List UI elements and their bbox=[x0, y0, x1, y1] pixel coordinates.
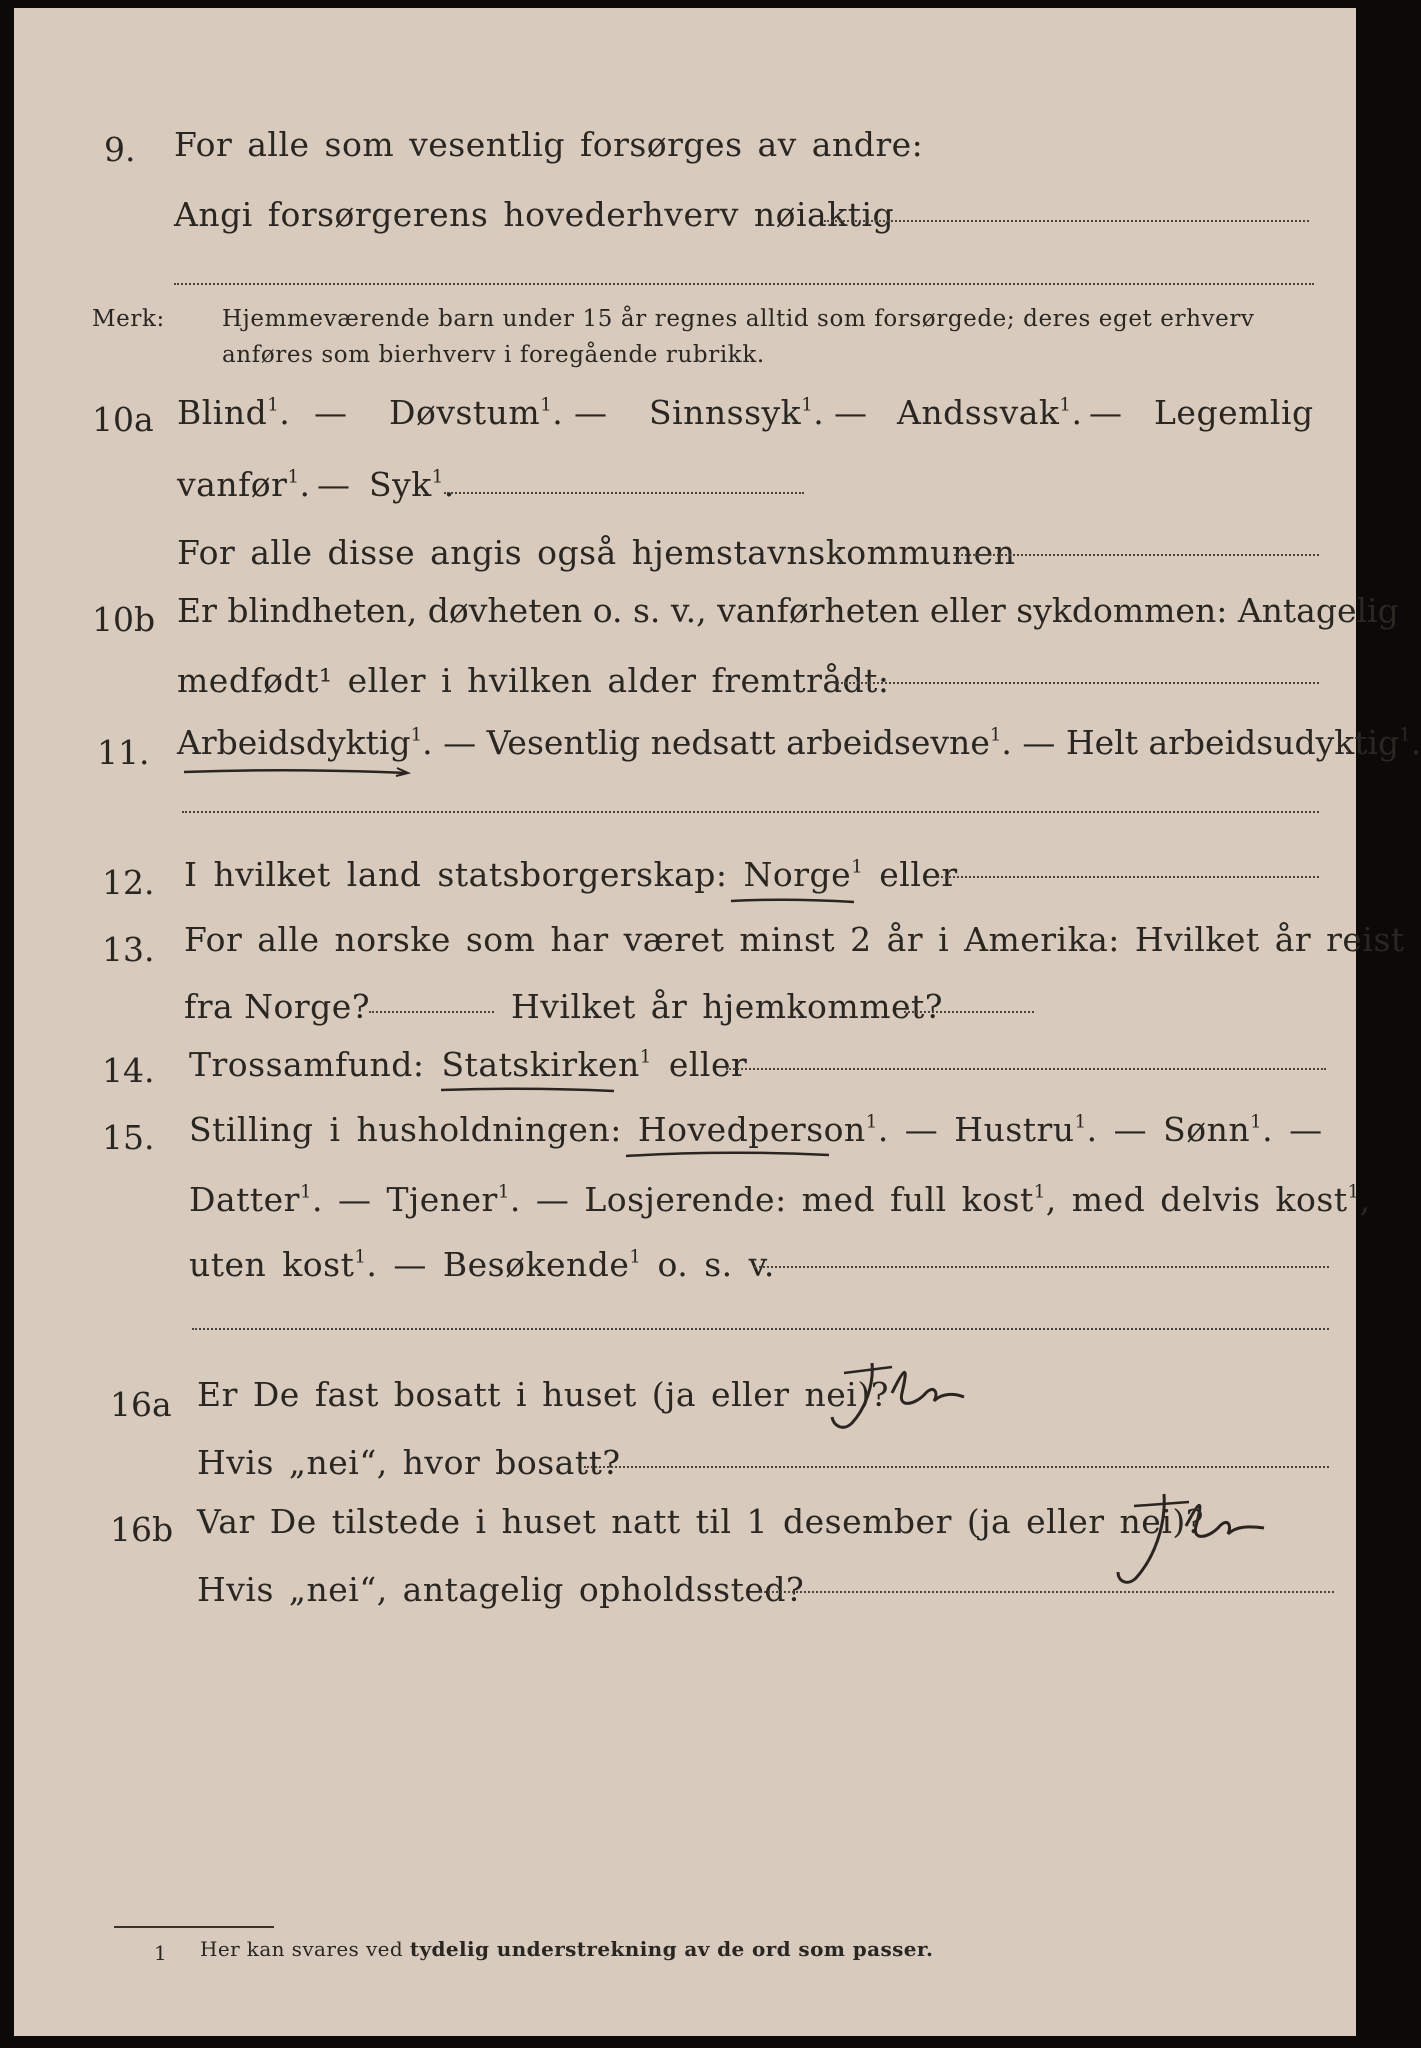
dash: — bbox=[317, 465, 351, 504]
option-arbeidsdyktig: Arbeidsdyktig bbox=[177, 723, 411, 762]
q13-line2a: fra Norge? bbox=[184, 987, 371, 1026]
q9-line1: For alle som vesentlig forsørges av andre: bbox=[174, 125, 924, 164]
option-blind[interactable]: Blind$^1$. bbox=[177, 393, 291, 432]
option-andssvak[interactable]: Andssvak$^1$. bbox=[897, 393, 1083, 432]
q14-answer-line[interactable] bbox=[726, 1068, 1326, 1070]
q16a-line2: Hvis „nei“, hvor bosatt? bbox=[197, 1443, 621, 1482]
item-number-14: 14. bbox=[102, 1051, 155, 1090]
form-sheet bbox=[14, 8, 1421, 2036]
q10a-answer-line[interactable] bbox=[444, 492, 804, 494]
q12-answer-line[interactable] bbox=[929, 876, 1319, 878]
q13-line2b: Hvilket år hjemkommet? bbox=[511, 987, 943, 1026]
item-number-16b: 16b bbox=[110, 1510, 174, 1549]
q9-answer-line[interactable] bbox=[824, 220, 1309, 222]
note-label: Merk: bbox=[92, 306, 165, 332]
item-number-16a: 16a bbox=[110, 1385, 172, 1424]
dash: — bbox=[1089, 393, 1123, 432]
q11-answer-line[interactable] bbox=[182, 811, 1319, 813]
q12-text: I hvilket land statsborgerskap: Norge$^1$ eller bbox=[184, 855, 958, 894]
dash: — bbox=[834, 393, 868, 432]
q9-answer-line-2[interactable] bbox=[174, 283, 1314, 285]
handwritten-answer-16b bbox=[1104, 1486, 1284, 1596]
q16b-line1: Var De tilstede i huset natt til 1 desember (ja eller nei)? bbox=[197, 1502, 1204, 1541]
option-norge[interactable]: Norge bbox=[743, 855, 852, 894]
option-statskirken[interactable]: Statskirken bbox=[441, 1045, 640, 1084]
dash: — bbox=[574, 393, 608, 432]
q13-line1: For alle norske som har været minst 2 år i Amerika: Hvilket år reist bbox=[184, 920, 1405, 959]
q9-line2: Angi forsørgerens hovederhverv nøiaktig bbox=[174, 195, 895, 234]
q15-line1: Stilling i husholdningen: Hovedperson$^1$. — Hustru$^1$. — Sønn$^1$. — bbox=[189, 1110, 1323, 1149]
item-number-9: 9. bbox=[104, 130, 136, 169]
option-dovstum[interactable]: Døvstum$^1$. bbox=[389, 393, 564, 432]
handwritten-underline-norge bbox=[729, 896, 859, 906]
q13-hjemkommet-line[interactable] bbox=[904, 1011, 1034, 1013]
handwritten-underline-hovedperson bbox=[624, 1148, 834, 1160]
note-line2: anføres som bierhverv i foregående rubrikk. bbox=[222, 342, 765, 368]
item-number-15: 15. bbox=[102, 1118, 155, 1157]
q16a-line1: Er De fast bosatt i huset (ja eller nei)? bbox=[197, 1375, 889, 1414]
q15-line2: Datter$^1$. — Tjener$^1$. — Losjerende: med full kost$^1$, med delvis kost$^1$, bbox=[189, 1180, 1371, 1219]
q14-text: Trossamfund: Statskirken$^1$ eller bbox=[189, 1045, 748, 1084]
q15-answer-line-2[interactable] bbox=[192, 1328, 1329, 1330]
q11-options[interactable]: Arbeidsdyktig$^1$. — Vesentlig nedsatt arbeidsevne$^1$. — Helt arbeidsudyktig$^1$. bbox=[177, 723, 1421, 762]
item-number-10a: 10a bbox=[92, 400, 154, 439]
q10b-line2: medfødt¹ eller i hvilken alder fremtrådt: bbox=[177, 661, 890, 700]
handwritten-answer-16a bbox=[814, 1353, 984, 1438]
handwritten-underline-statskirken bbox=[439, 1085, 619, 1095]
item-number-10b: 10b bbox=[92, 600, 156, 639]
q10b-answer-line[interactable] bbox=[834, 682, 1319, 684]
option-syk[interactable]: Syk$^1$. bbox=[369, 465, 455, 504]
option-legemlig[interactable]: Legemlig bbox=[1154, 393, 1314, 432]
dash: — bbox=[314, 393, 348, 432]
item-number-13: 13. bbox=[102, 930, 155, 969]
q15-line3: uten kost$^1$. — Besøkende$^1$ o. s. v. bbox=[189, 1245, 775, 1284]
q15-answer-line[interactable] bbox=[754, 1266, 1329, 1268]
option-sinnssyk[interactable]: Sinnssyk$^1$. bbox=[649, 393, 825, 432]
option-hovedperson[interactable]: Hovedperson bbox=[637, 1110, 866, 1149]
note-line1: Hjemmeværende barn under 15 år regnes alltid som forsørgede; deres eget erhverv bbox=[222, 306, 1255, 332]
handwritten-underline-arbeidsdyktig bbox=[182, 764, 412, 778]
q13-reist-line[interactable] bbox=[369, 1011, 494, 1013]
q10b-line1: Er blindheten, døvheten o. s. v., vanførheten eller sykdommen: Antagelig bbox=[177, 591, 1399, 630]
footnote-marker: 1 bbox=[154, 1941, 167, 1965]
item-number-11: 11. bbox=[97, 733, 150, 772]
q16b-opphold-line[interactable] bbox=[759, 1591, 1334, 1593]
q16b-line2: Hvis „nei“, antagelig opholdssted? bbox=[197, 1570, 805, 1609]
option-vanfor[interactable]: vanfør$^1$. bbox=[177, 465, 311, 504]
q16a-bosatt-line[interactable] bbox=[584, 1466, 1329, 1468]
item-number-12: 12. bbox=[102, 863, 155, 902]
q10a-hjemstavn-line[interactable] bbox=[954, 554, 1319, 556]
footnote-rule bbox=[114, 1926, 274, 1928]
q10a-line3: For alle disse angis også hjemstavnskommunen bbox=[177, 533, 1016, 572]
footnote-text: Her kan svares ved tydelig understrekning av de ord som passer. bbox=[200, 1937, 934, 1961]
